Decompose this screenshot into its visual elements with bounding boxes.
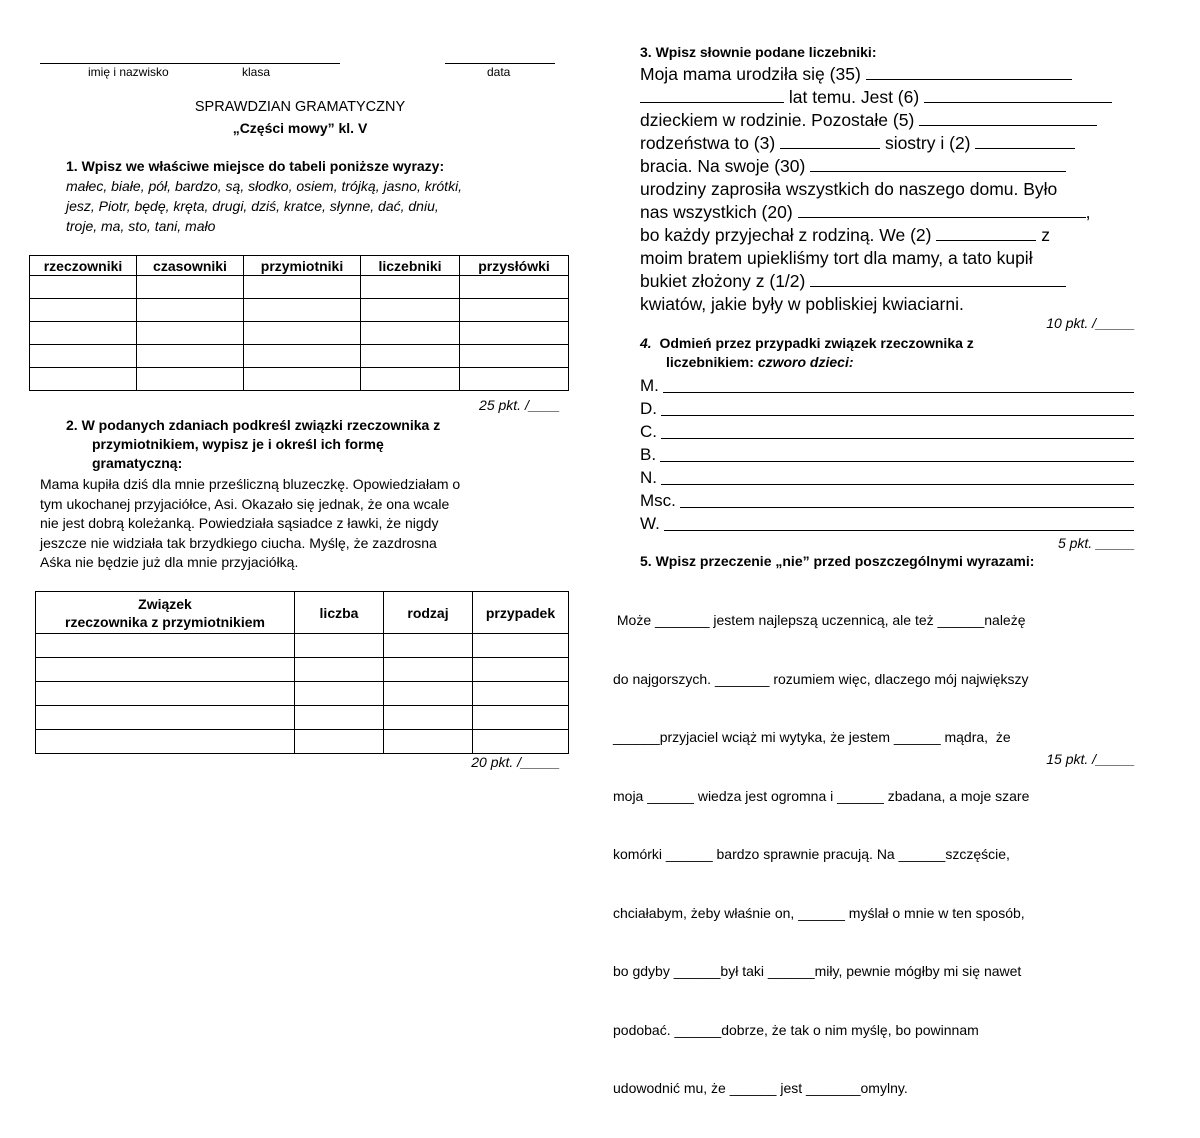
task1-points: 25 pkt. /____ <box>479 397 560 413</box>
table-row <box>36 658 569 682</box>
col-liczba: liczba <box>295 592 384 634</box>
task2-points: 20 pkt. /_____ <box>471 754 560 770</box>
table-row <box>36 682 569 706</box>
task1-instruction: 1. Wpisz we właściwe miejsce do tabeli poniższe wyrazy: <box>66 158 445 174</box>
task4-instruction: 4. Odmień przez przypadki związek rzeczownika z liczebnikiem: czworo dzieci: <box>640 335 974 370</box>
date-label: data <box>487 65 511 79</box>
col-zwiazek: Związek rzeczownika z przymiotnikiem <box>36 592 295 634</box>
task3-line: lat temu. Jest (6) <box>640 86 1112 109</box>
page-subtitle: „Części mowy” kl. V <box>232 120 368 136</box>
class-label: klasa <box>242 65 271 79</box>
task1-words: małec, białe, pół, bardzo, są, słodko, osiem, trójką, jasno, krótki, jesz, Piotr, będę, kręta, drugi, dziś, kratce, słynne, dać, dniu, troje, ma, sto, tani, mało <box>66 178 463 234</box>
case-row[interactable]: W. <box>640 512 1134 534</box>
case-row[interactable]: N. <box>640 466 1134 488</box>
task2-text: Mama kupiła dziś dla mnie prześliczną bluzeczkę. Opowiedziałam o tym ukochanej przyjaciółce, Asi. Okazało się jednak, że ona wcale nie jest dobrą koleżanką. Powiedziała sąsiadce z ławki, że nigdy jeszcze nie widziała tak brzydkiego ciucha. Myślę, że zazdrosna Aśka nie będzie już dla mnie przyjaciółką. <box>40 476 461 570</box>
col-liczebniki: liczebniki <box>361 256 460 276</box>
task3-line: bukiet złożony z (1/2) <box>640 270 1066 293</box>
task3-line: kwiatów, jakie były w pobliskiej kwiaciarni. <box>640 294 964 314</box>
task1-table <box>29 255 569 391</box>
case-row[interactable]: D. <box>640 397 1134 419</box>
col-rodzaj: rodzaj <box>384 592 473 634</box>
task4-points: 5 pkt. _____ <box>1057 535 1135 551</box>
col-przyslowki: przysłówki <box>460 256 569 276</box>
task5-text: Może _______ jestem najlepszą uczennicą, ale też ______należę do najgorszych. _______ rozumiem więc, dlaczego mój największy ______przyjaciel wciąż mi wytyka, że jestem ______ mądra, że moja ______ wiedza jest ogromna i ______ zbadana, a moje szare komórki ______ bardzo sprawnie pracują. Na ______szczęście, chciałabym, żeby właśnie on, ______ myślał o mnie w ten sposób, bo gdyby ______był taki ______miły, pewnie mógłby mi się nawet podobać. ______dobrze, że tak o nim myślę, bo powinnam udowodnić mu, że ______ jest _______omylny. <box>613 612 1030 1096</box>
case-row[interactable]: M. <box>640 374 1134 396</box>
table-row <box>36 706 569 730</box>
task5-instruction: 5. Wpisz przeczenie „nie” przed poszczególnymi wyrazami: <box>640 553 1035 569</box>
table-row <box>30 345 569 368</box>
task5-points: 15 pkt. /_____ <box>1046 751 1135 767</box>
table-row <box>30 368 569 391</box>
table-row <box>30 322 569 345</box>
task3-points: 10 pkt. /_____ <box>1046 315 1135 331</box>
task2-instruction: 2. W podanych zdaniach podkreśl związki rzeczownika z przymiotnikiem, wypisz je i określ ich formę gramatyczną: <box>66 417 441 471</box>
task3-line: nas wszystkich (20) , <box>640 202 1091 222</box>
table-row <box>36 730 569 754</box>
col-rzeczowniki: rzeczowniki <box>30 256 137 276</box>
task2-table <box>35 591 569 754</box>
task3-line: bracia. Na swoje (30) <box>640 155 1066 178</box>
task3-instruction: 3. Wpisz słownie podane liczebniki: <box>640 44 877 60</box>
case-row[interactable]: C. <box>640 420 1134 442</box>
task3-line: dzieckiem w rodzinie. Pozostałe (5) <box>640 109 1097 132</box>
case-row[interactable]: B. <box>640 443 1134 465</box>
task3-line: bo każdy przyjechał z rodziną. We (2) z <box>640 225 1050 245</box>
table-row <box>30 276 569 299</box>
page-title: SPRAWDZIAN GRAMATYCZNY <box>194 99 406 115</box>
task3-line: moim bratem upiekliśmy tort dla mamy, a tato kupił <box>640 248 1033 268</box>
col-przypadek: przypadek <box>473 592 569 634</box>
task3-line: urodziny zaprosiła wszystkich do naszego domu. Było <box>640 179 1058 199</box>
col-czasowniki: czasowniki <box>137 256 244 276</box>
task3-line: Moja mama urodziła się (35) <box>640 63 1072 86</box>
case-row[interactable]: Msc. <box>640 489 1134 511</box>
name-label: imię i nazwisko <box>88 65 169 79</box>
col-przymiotniki: przymiotniki <box>244 256 361 276</box>
table-row <box>30 299 569 322</box>
task3-line: rodzeństwa to (3) siostry i (2) <box>640 132 1075 155</box>
table-row <box>36 634 569 658</box>
